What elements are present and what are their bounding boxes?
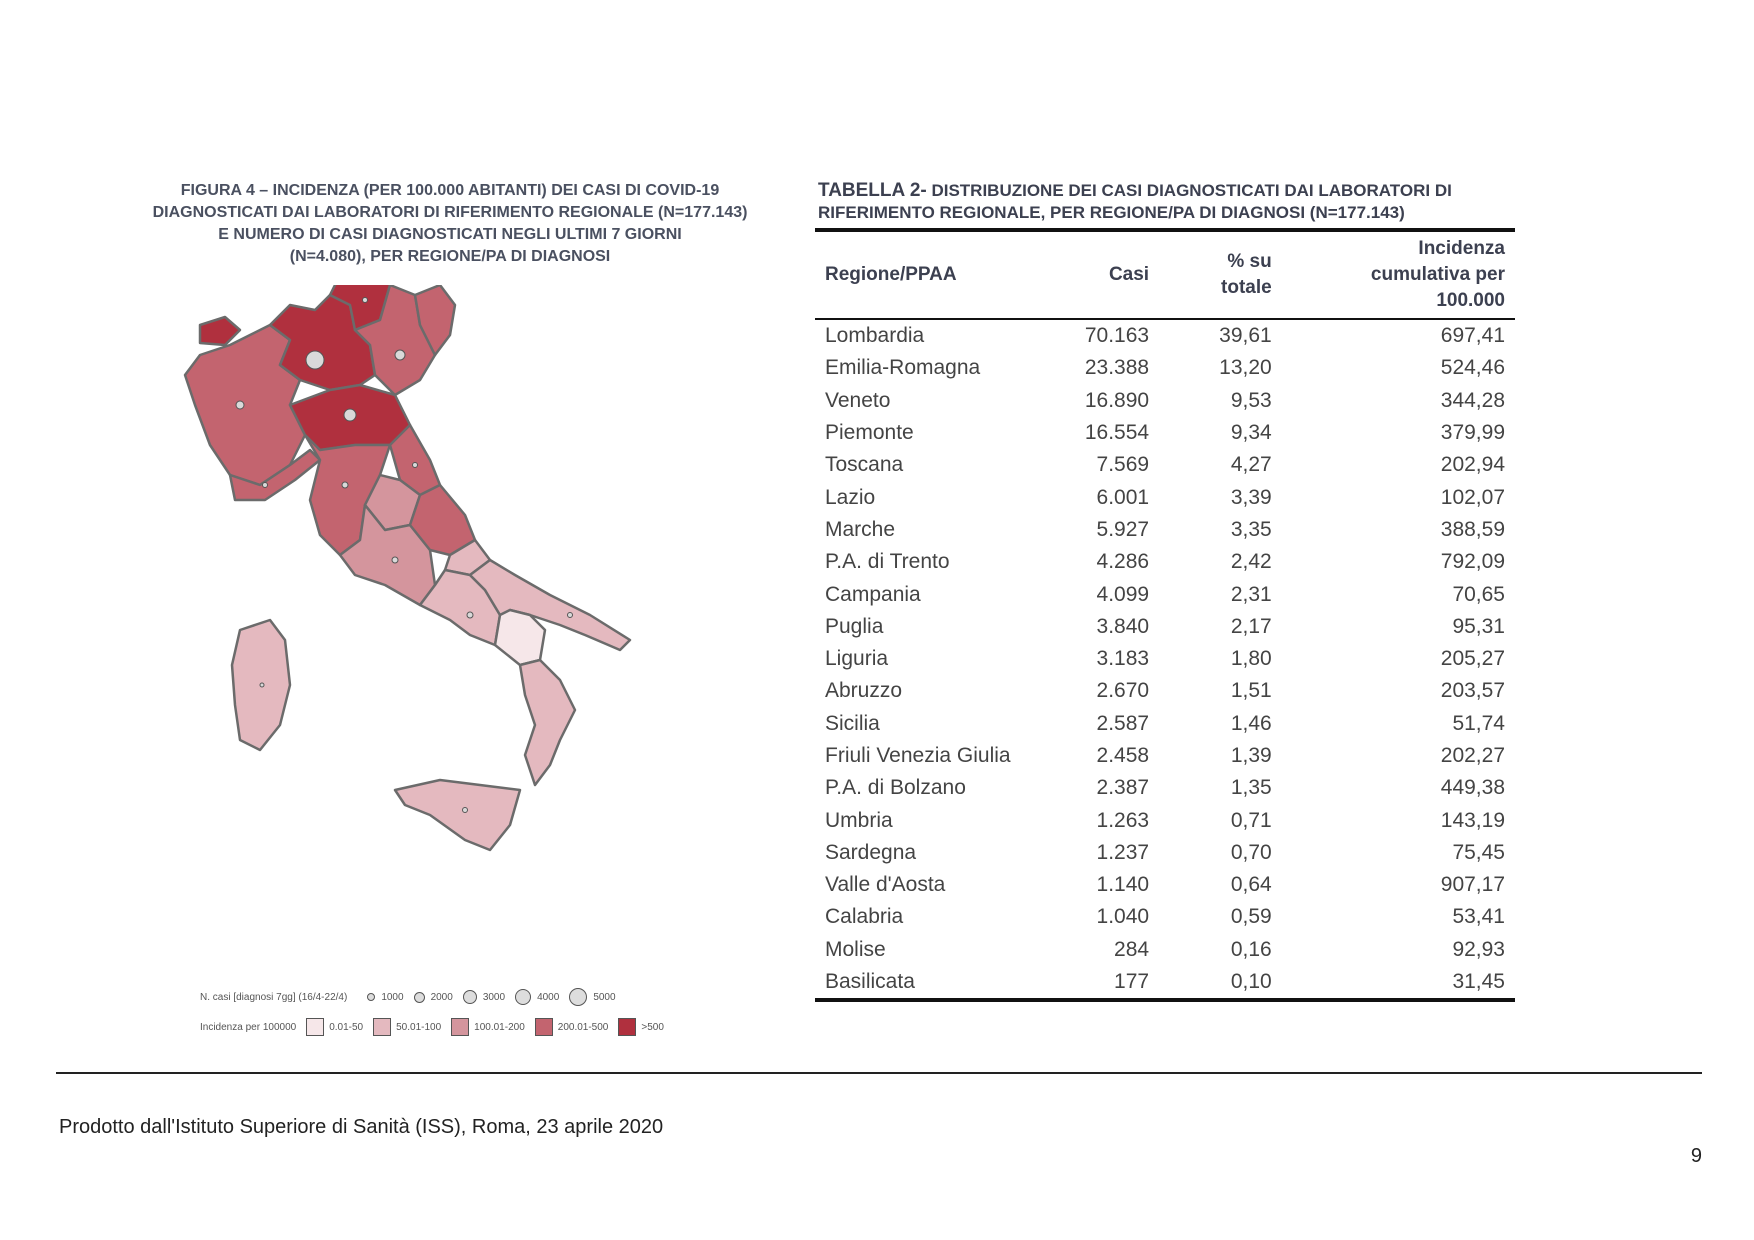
cell-pct: 1,80: [1230, 647, 1272, 671]
cell-pct: 1,46: [1230, 711, 1272, 735]
cell-cases: 1.237: [1096, 840, 1150, 864]
bubble-sicilia: [463, 808, 468, 813]
legend-bubble-icon: [515, 989, 531, 1005]
region-valle-daosta: [200, 317, 240, 345]
cell-pct: 9,53: [1230, 388, 1272, 412]
map-legend: [200, 985, 720, 1039]
cell-incidence: 205,27: [1440, 647, 1505, 671]
bubble-marche: [413, 463, 418, 468]
table-row: [815, 481, 1515, 513]
cell-incidence: 31,45: [1282, 966, 1515, 1000]
cell-region: P.A. di Bolzano: [825, 776, 966, 800]
header-incidence-line: cumulativa per: [1370, 264, 1505, 285]
table-row: [815, 708, 1515, 740]
header-pct-line: % su: [1227, 251, 1272, 272]
legend-bubble-icon: [414, 992, 425, 1003]
bubble-sardegna: [260, 683, 264, 687]
table-title-rest: DISTRIBUZIONE DEI CASI DIAGNOSTICATI DAI LABORATORI DI: [926, 181, 1452, 200]
cell-pct: 0,71: [1230, 808, 1272, 832]
cell-region: Lazio: [825, 485, 876, 509]
table-header-row: [815, 230, 1515, 319]
figure-title-line: E NUMERO DI CASI DIAGNOSTICATI NEGLI ULTIMI 7 GIORNI: [218, 226, 682, 243]
cell-pct: 2,17: [1230, 614, 1272, 638]
cell-pct: 3,35: [1230, 517, 1272, 541]
table-row: [815, 966, 1515, 1000]
cell-pct: 1,35: [1230, 776, 1272, 800]
legend-cases-row: [200, 985, 720, 1009]
cell-cases: 5.927: [1096, 517, 1150, 541]
cell-cases: 2.458: [1096, 744, 1150, 767]
cell-region: Piemonte: [825, 421, 914, 445]
cell-pct: 3,39: [1230, 485, 1272, 509]
cases-table: [815, 228, 1515, 1002]
cell-cases: 1.040: [1096, 905, 1150, 929]
legend-class-label: >500: [641, 1021, 664, 1033]
legend-cases-value: 2000: [430, 991, 453, 1003]
footer-text: Prodotto dall'Istituto Superiore di Sanità (ISS), Roma, 23 aprile 2020: [59, 1116, 664, 1138]
cell-cases: 2.587: [1096, 711, 1150, 735]
cell-pct: 0,16: [1230, 937, 1272, 961]
cell-pct: 0,64: [1230, 873, 1272, 897]
header-region: Regione/PPAA: [815, 230, 1052, 319]
cell-region: Campania: [825, 582, 921, 606]
footer-divider: [56, 1072, 1702, 1074]
bubble-puglia: [568, 613, 573, 618]
table-row: [815, 449, 1515, 481]
cell-pct: 39,61: [1219, 324, 1272, 348]
cell-incidence: 143,19: [1440, 808, 1505, 832]
region-sicilia: [395, 780, 520, 850]
page-number: 9: [1690, 1145, 1702, 1167]
cell-cases: 2.387: [1096, 776, 1150, 800]
cell-incidence: 202,94: [1440, 453, 1505, 477]
bubble-lombardia: [306, 351, 324, 369]
cell-region: Umbria: [825, 808, 893, 832]
table-row: [815, 578, 1515, 610]
header-incidence-line: 100.000: [1436, 290, 1505, 311]
cell-pct: 2,42: [1230, 550, 1272, 574]
cell-incidence: 92,93: [1452, 937, 1505, 961]
cell-cases: 177: [1052, 966, 1159, 1000]
cell-region: Marche: [825, 517, 896, 541]
cell-pct: 13,20: [1219, 356, 1272, 380]
cell-cases: 4.286: [1096, 550, 1150, 574]
cell-cases: 6.001: [1096, 485, 1150, 509]
table-row: [815, 675, 1515, 707]
table-row: [815, 643, 1515, 675]
cell-region: Toscana: [825, 453, 904, 477]
table-row: [815, 740, 1515, 772]
cell-pct: 0,59: [1230, 905, 1272, 929]
table-row: [815, 352, 1515, 384]
header-pct-line: totale: [1221, 277, 1272, 298]
table-row: [815, 611, 1515, 643]
legend-cases-label: N. casi [diagnosi 7gg] (16/4-22/4): [200, 991, 348, 1003]
cell-pct: 1,51: [1230, 679, 1272, 703]
figure-title-line: DIAGNOSTICATI DAI LABORATORI DI RIFERIMENTO REGIONALE (N=177.143): [152, 204, 748, 221]
table-row: [815, 772, 1515, 804]
cell-incidence: 70,65: [1452, 582, 1505, 606]
cell-incidence: 75,45: [1452, 840, 1505, 864]
table-row: [815, 901, 1515, 933]
legend-incidence-row: [200, 1015, 720, 1039]
header-pct: [1159, 230, 1282, 319]
cell-incidence: 388,59: [1440, 517, 1505, 541]
table-row: [815, 514, 1515, 546]
legend-swatch: [373, 1018, 391, 1036]
legend-bubble-icon: [367, 993, 375, 1001]
cell-incidence: 95,31: [1452, 614, 1505, 638]
header-cases: Casi: [1052, 230, 1159, 319]
cell-incidence: 792,09: [1440, 550, 1505, 574]
legend-class-label: 100.01-200: [474, 1021, 525, 1033]
cell-cases: 2.670: [1096, 679, 1150, 703]
legend-swatch: [451, 1018, 469, 1036]
bubble-lazio: [392, 557, 398, 563]
table-title-lead: TABELLA 2-: [818, 180, 927, 201]
cell-region: Abruzzo: [825, 679, 903, 703]
bubble-trentino: [363, 298, 368, 303]
cell-region: P.A. di Trento: [825, 550, 950, 574]
header-incidence-line: Incidenza: [1418, 238, 1505, 259]
cell-region: Emilia-Romagna: [825, 356, 981, 380]
cell-incidence: 202,27: [1440, 744, 1505, 767]
table-row: [815, 837, 1515, 869]
cell-region: Calabria: [825, 905, 904, 929]
cell-pct: 4,27: [1230, 453, 1272, 477]
cell-cases: 284: [1114, 937, 1150, 961]
table-row: [815, 546, 1515, 578]
table-title-line: RIFERIMENTO REGIONALE, PER REGIONE/PA DI DIAGNOSI (N=177.143): [818, 203, 1405, 222]
table-row: [815, 804, 1515, 836]
legend-cases-value: 4000: [537, 991, 560, 1003]
table-row: [815, 417, 1515, 449]
bubble-campania: [467, 612, 473, 618]
region-calabria: [520, 660, 575, 785]
cell-pct: 2,31: [1230, 582, 1272, 606]
legend-incidence-label: Incidenza per 100000: [200, 1021, 297, 1033]
cell-incidence: 524,46: [1440, 356, 1505, 380]
legend-cases-value: 1000: [381, 991, 404, 1003]
legend-bubble-icon: [569, 988, 587, 1006]
bubble-liguria: [263, 483, 268, 488]
table-title: [818, 180, 1538, 224]
cell-region: Friuli Venezia Giulia: [825, 744, 1011, 767]
bubble-piemonte: [236, 401, 244, 409]
cell-cases: 23.388: [1084, 356, 1150, 380]
cell-cases: 16.554: [1084, 421, 1150, 445]
cell-pct: 9,34: [1230, 421, 1272, 445]
cell-cases: 1.263: [1096, 808, 1150, 832]
italy-choropleth-map: [180, 285, 720, 965]
cell-incidence: 102,07: [1440, 485, 1505, 509]
cell-incidence: 697,41: [1440, 324, 1505, 348]
table-title-line: [818, 180, 1538, 202]
legend-class-label: 200.01-500: [557, 1021, 609, 1033]
cell-region: Sicilia: [825, 711, 880, 735]
legend-swatch: [618, 1018, 636, 1036]
legend-class-label: 0.01-50: [329, 1021, 364, 1033]
cell-cases: 1.140: [1096, 873, 1150, 897]
table-row: [815, 319, 1515, 352]
legend-cases-value: 3000: [482, 991, 506, 1003]
header-incidence: [1282, 230, 1515, 319]
cell-incidence: 344,28: [1440, 388, 1505, 412]
cell-incidence: 53,41: [1452, 905, 1505, 929]
cell-pct: 1,39: [1230, 744, 1272, 767]
bubble-toscana: [342, 482, 348, 488]
cell-region: Valle d'Aosta: [825, 873, 946, 897]
legend-swatch: [535, 1018, 553, 1036]
cell-incidence: 379,99: [1440, 421, 1505, 445]
table-body: [815, 319, 1515, 1000]
cell-cases: 16.890: [1084, 388, 1150, 412]
legend-cases-value: 5000: [593, 991, 616, 1003]
cell-region: Puglia: [825, 614, 884, 638]
cell-incidence: 203,57: [1440, 679, 1505, 703]
cell-cases: 3.183: [1096, 647, 1150, 671]
cell-incidence: 907,17: [1440, 873, 1505, 897]
cell-region: Veneto: [825, 388, 891, 412]
figure-title-line: FIGURA 4 – INCIDENZA (PER 100.000 ABITANTI) DEI CASI DI COVID-19: [180, 182, 720, 199]
cell-region: Lombardia: [825, 324, 925, 348]
cell-incidence: 51,74: [1452, 711, 1505, 735]
bubble-veneto: [395, 350, 405, 360]
figure-title-line: (N=4.080), PER REGIONE/PA DI DIAGNOSI: [289, 248, 611, 265]
cell-region: Molise: [825, 937, 886, 961]
cell-cases: 7.569: [1096, 453, 1150, 477]
legend-bubble-icon: [463, 990, 477, 1004]
cell-incidence: 449,38: [1440, 776, 1505, 800]
cell-region: Sardegna: [825, 840, 917, 864]
bubble-emilia-romagna: [344, 409, 356, 421]
cell-pct: 0,10: [1159, 966, 1282, 1000]
cell-region: Basilicata: [815, 966, 1052, 1000]
figure-title: [100, 180, 800, 268]
cell-cases: 70.163: [1084, 324, 1150, 348]
cell-pct: 0,70: [1230, 840, 1272, 864]
table-row: [815, 385, 1515, 417]
legend-swatch: [306, 1018, 324, 1036]
table-row: [815, 934, 1515, 966]
table-row: [815, 869, 1515, 901]
cell-cases: 4.099: [1096, 582, 1150, 606]
cell-region: Liguria: [825, 647, 889, 671]
legend-class-label: 50.01-100: [396, 1021, 442, 1033]
cell-cases: 3.840: [1096, 614, 1150, 638]
